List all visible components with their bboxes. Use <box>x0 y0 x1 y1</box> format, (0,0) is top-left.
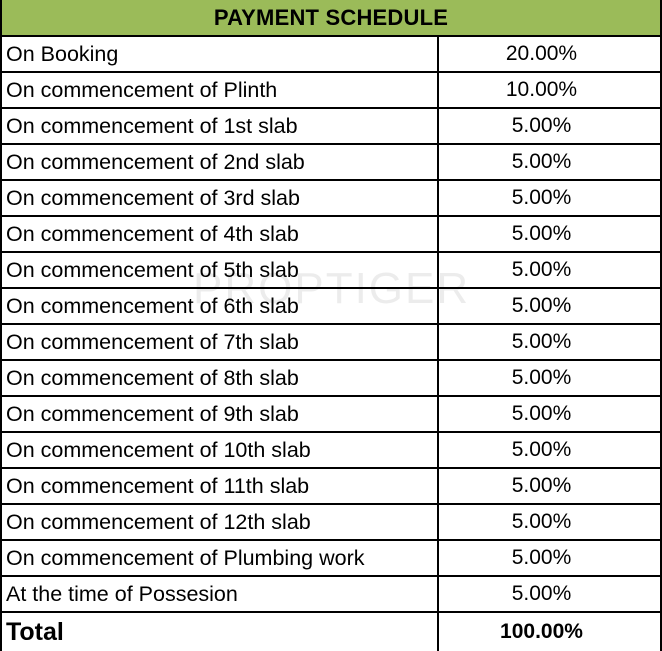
row-value: 5.00% <box>511 186 572 209</box>
row-label: On commencement of 8th slab <box>2 361 439 395</box>
watermark: PROPTIGER <box>193 264 471 313</box>
row-value: 5.00% <box>511 222 572 245</box>
table-row <box>2 109 660 145</box>
row-value: 5.00% <box>511 114 572 137</box>
table-row <box>2 145 660 181</box>
table-row <box>2 253 660 289</box>
row-label: On commencement of Plinth <box>2 73 439 107</box>
row-label: On commencement of 1st slab <box>2 109 439 143</box>
table-row <box>2 73 660 109</box>
row-label: On Booking <box>2 37 439 71</box>
row-label: On commencement of 5th slab <box>2 253 439 287</box>
row-label: On commencement of 7th slab <box>2 325 439 359</box>
table-row <box>2 325 660 361</box>
table-row <box>2 181 660 217</box>
total-row <box>2 613 660 651</box>
row-value: 5.00% <box>511 330 572 353</box>
row-label: On commencement of 10th slab <box>2 433 439 467</box>
row-value: 20.00% <box>505 42 578 65</box>
row-value: 5.00% <box>511 402 572 425</box>
table-row <box>2 217 660 253</box>
row-label: On commencement of Plumbing work <box>2 541 439 575</box>
table-row <box>2 433 660 469</box>
total-label: Total <box>2 613 439 651</box>
row-label: On commencement of 9th slab <box>2 397 439 431</box>
row-value: 5.00% <box>511 510 572 533</box>
table-row <box>2 289 660 325</box>
row-label: On commencement of 3rd slab <box>2 181 439 215</box>
row-value: 5.00% <box>511 474 572 497</box>
row-label: At the time of Possesion <box>2 577 439 611</box>
row-value: 10.00% <box>505 78 578 101</box>
table-row <box>2 505 660 541</box>
row-value: 5.00% <box>511 546 572 569</box>
row-value: 5.00% <box>511 582 572 605</box>
row-value: 5.00% <box>511 366 572 389</box>
table-row <box>2 37 660 73</box>
table-row <box>2 577 660 613</box>
table-row <box>2 541 660 577</box>
row-label: On commencement of 12th slab <box>2 505 439 539</box>
table-row <box>2 361 660 397</box>
table-row <box>2 397 660 433</box>
total-value: 100.00% <box>500 620 583 643</box>
table-row <box>2 469 660 505</box>
row-label: On commencement of 11th slab <box>2 469 439 503</box>
row-value: 5.00% <box>511 258 572 281</box>
row-label: On commencement of 6th slab <box>2 289 439 323</box>
table-title: PAYMENT SCHEDULE <box>2 0 660 37</box>
row-label: On commencement of 4th slab <box>2 217 439 251</box>
row-value: 5.00% <box>511 150 572 173</box>
row-label: On commencement of 2nd slab <box>2 145 439 179</box>
row-value: 5.00% <box>511 294 572 317</box>
row-value: 5.00% <box>511 438 572 461</box>
